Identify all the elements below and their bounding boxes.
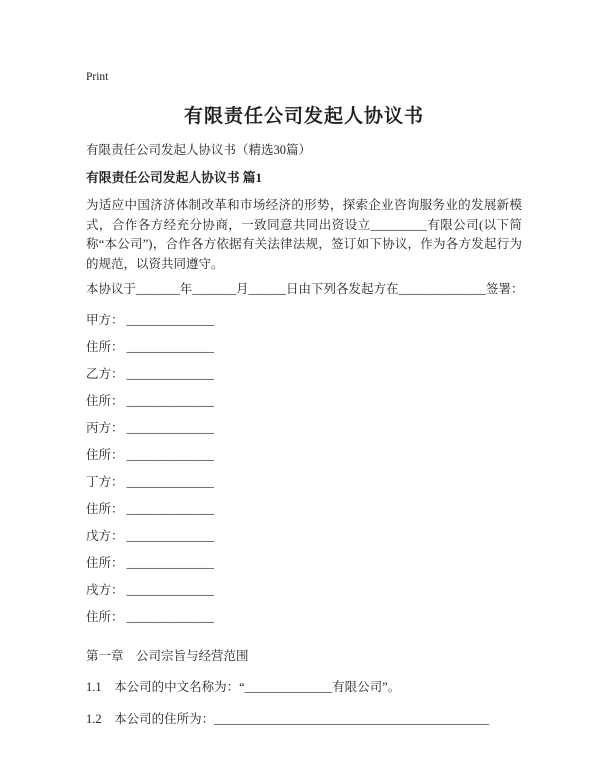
party-row [86, 420, 522, 447]
party-row [86, 528, 522, 555]
party-label: 甲方： [86, 313, 124, 327]
article-heading: 有限责任公司发起人协议书 篇1 [86, 171, 262, 185]
signing-line: 本协议于_______年_______月______日由下列各发起方在______________签署： [86, 282, 524, 296]
party-label: 住所： [86, 448, 124, 462]
party-label: 住所： [86, 502, 124, 516]
party-blank-line: ______________ [126, 529, 215, 543]
party-label: 戊方： [86, 529, 124, 543]
page-title: 有限责任公司发起人协议书 [183, 106, 424, 127]
party-blank-line: ______________ [126, 475, 215, 489]
party-blank-line: ______________ [126, 610, 215, 624]
party-label: 住所： [86, 394, 124, 408]
party-blank-line: ______________ [126, 448, 215, 462]
party-row [86, 312, 522, 339]
party-blank-line: ______________ [126, 556, 215, 570]
party-row [86, 501, 522, 528]
party-blank-line: ______________ [126, 421, 215, 435]
party-row [86, 339, 522, 366]
party-row [86, 474, 522, 501]
party-blank-line: ______________ [126, 502, 215, 516]
clause-1-1: 1.1 本公司的中文名称为：“______________有限公司”。 [86, 680, 401, 694]
party-label: 住所： [86, 340, 124, 354]
party-blank-line: ______________ [126, 394, 215, 408]
party-label: 住所： [86, 556, 124, 570]
party-row [86, 393, 522, 420]
chapter-heading: 第一章 公司宗旨与经营范围 [86, 649, 249, 663]
party-blank-line: ______________ [126, 313, 215, 327]
party-blank-line: ______________ [126, 367, 215, 381]
party-blank-line: ______________ [126, 583, 215, 597]
party-row [86, 582, 522, 609]
intro-paragraph: 为适应中国济济体制改革和市场经济的形势，探索企业咨询服务业的发展新模式，合作各方经充分协商，一致同意共同出资设立_________有限公司(以下简称“本公司”)，合作各方依据有关法律法规，签订如下协议，作为各方发起行为的规范，以资共同遵守。 [86, 198, 522, 271]
party-label: 住所： [86, 610, 124, 624]
party-row [86, 447, 522, 474]
party-row [86, 555, 522, 582]
party-blank-line: ______________ [126, 340, 215, 354]
party-label: 乙方： [86, 367, 124, 381]
party-row [86, 366, 522, 393]
print-button[interactable]: Print [86, 71, 109, 83]
clause-1-2: 1.2 本公司的住所为：____________________________________________ [86, 712, 490, 726]
party-label: 丙方： [86, 421, 124, 435]
party-label: 丁方： [86, 475, 124, 489]
party-row [86, 609, 522, 636]
party-list [86, 312, 522, 636]
subtitle: 有限责任公司发起人协议书（精选30篇） [86, 143, 312, 157]
party-label: 戌方： [86, 583, 124, 597]
